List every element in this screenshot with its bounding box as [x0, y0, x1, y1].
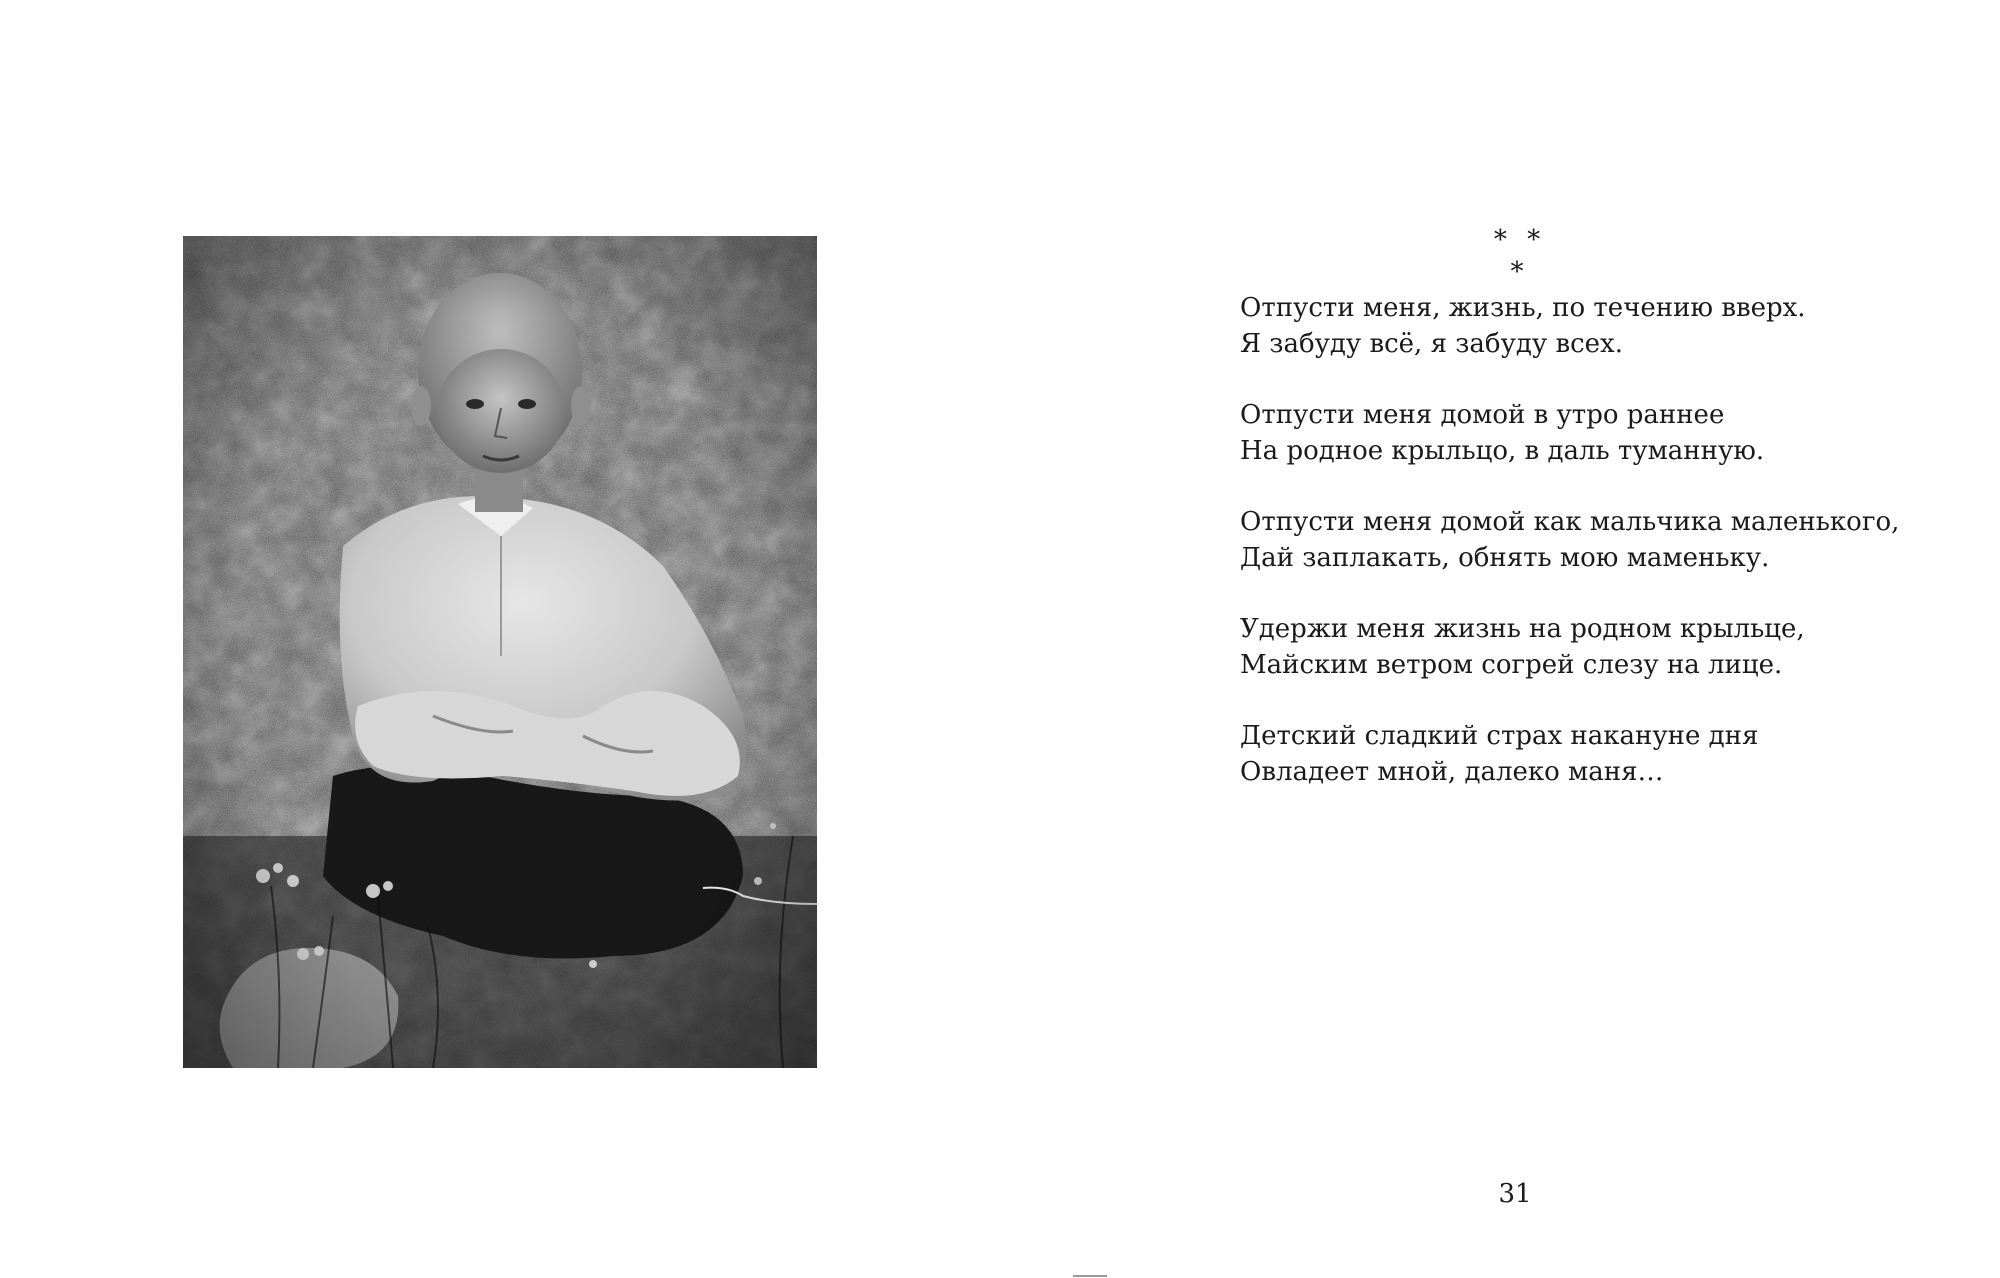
poem — [1240, 290, 1960, 825]
poem-line: Детский сладкий страх накануне дня — [1240, 721, 1759, 751]
stanza — [1240, 718, 1960, 790]
poem-line: На родное крыльцо, в даль туманную. — [1240, 436, 1765, 466]
photo-boy-in-grass — [183, 236, 817, 1068]
page-number: 31 — [1498, 1179, 1532, 1209]
poem-line: Овладеет мной, далеко маня… — [1240, 757, 1664, 787]
stanza — [1240, 290, 1960, 362]
poem-line: Я забуду всё, я забуду всех. — [1240, 329, 1623, 359]
stanza — [1240, 611, 1960, 683]
binding-mark — [1073, 1275, 1107, 1277]
poem-line: Удержи меня жизнь на родном крыльце, — [1240, 614, 1805, 644]
poem-line: Отпусти меня домой как мальчика маленького, — [1240, 507, 1900, 537]
poem-line: Дай заплакать, обнять мою маменьку. — [1240, 543, 1770, 573]
poem-line: Майским ветром согрей слезу на лице. — [1240, 650, 1783, 680]
stanza — [1240, 504, 1960, 576]
stanza — [1240, 397, 1960, 469]
poem-line: Отпусти меня, жизнь, по течению вверх. — [1240, 293, 1806, 323]
asterism: * * * — [1493, 225, 1547, 287]
photograph — [183, 236, 817, 1068]
poem-line: Отпусти меня домой в утро раннее — [1240, 400, 1725, 430]
